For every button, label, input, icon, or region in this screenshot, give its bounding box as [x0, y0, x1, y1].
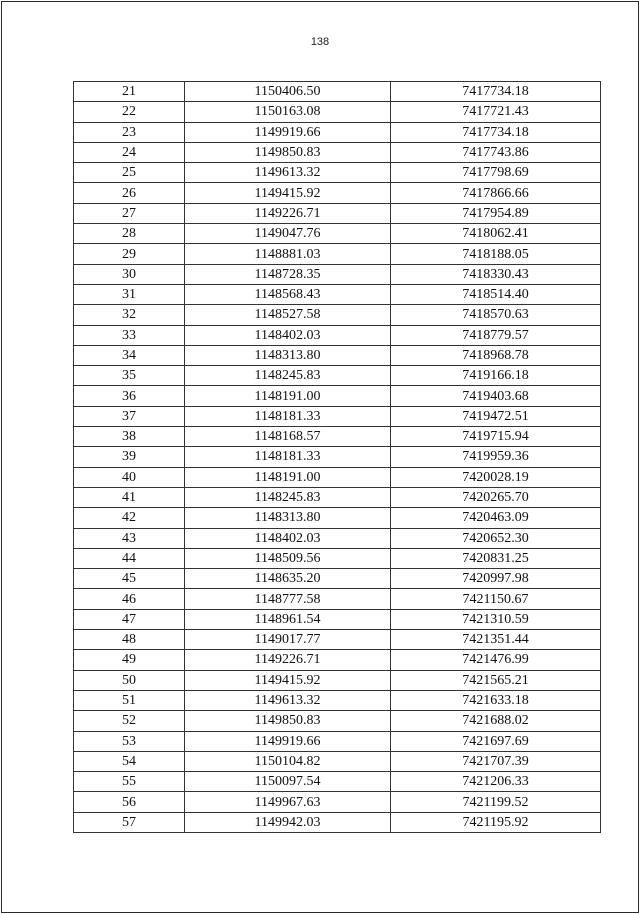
coordinates-table-body: [74, 82, 601, 833]
table-row: [74, 650, 601, 670]
x-coordinate-cell: 1149850.83: [185, 711, 391, 731]
page-number: 138: [310, 36, 330, 48]
table-row: [74, 630, 601, 650]
y-coordinate-cell: 7417743.86: [391, 142, 601, 162]
table-row: [74, 386, 601, 406]
x-coordinate-cell: 1149017.77: [185, 630, 391, 650]
x-coordinate-cell: 1150163.08: [185, 102, 391, 122]
table-row: [74, 548, 601, 568]
point-number-cell: 26: [74, 183, 185, 203]
point-number-cell: 21: [74, 82, 185, 102]
x-coordinate-cell: 1148181.33: [185, 447, 391, 467]
y-coordinate-cell: 7418062.41: [391, 224, 601, 244]
x-coordinate-cell: 1150406.50: [185, 82, 391, 102]
table-row: [74, 224, 601, 244]
table-row: [74, 690, 601, 710]
x-coordinate-cell: 1149047.76: [185, 224, 391, 244]
table-row: [74, 427, 601, 447]
x-coordinate-cell: 1148527.58: [185, 305, 391, 325]
point-number-cell: 40: [74, 467, 185, 487]
point-number-cell: 23: [74, 122, 185, 142]
y-coordinate-cell: 7419472.51: [391, 406, 601, 426]
x-coordinate-cell: 1148191.00: [185, 386, 391, 406]
point-number-cell: 42: [74, 508, 185, 528]
x-coordinate-cell: 1148402.03: [185, 528, 391, 548]
y-coordinate-cell: 7420265.70: [391, 487, 601, 507]
point-number-cell: 50: [74, 670, 185, 690]
table-row: [74, 203, 601, 223]
point-number-cell: 52: [74, 711, 185, 731]
table-row: [74, 772, 601, 792]
x-coordinate-cell: 1149850.83: [185, 142, 391, 162]
y-coordinate-cell: 7418330.43: [391, 264, 601, 284]
x-coordinate-cell: 1149415.92: [185, 183, 391, 203]
point-number-cell: 47: [74, 609, 185, 629]
y-coordinate-cell: 7418570.63: [391, 305, 601, 325]
x-coordinate-cell: 1148402.03: [185, 325, 391, 345]
point-number-cell: 35: [74, 366, 185, 386]
y-coordinate-cell: 7418968.78: [391, 345, 601, 365]
point-number-cell: 38: [74, 427, 185, 447]
x-coordinate-cell: 1148245.83: [185, 366, 391, 386]
table-row: [74, 792, 601, 812]
point-number-cell: 45: [74, 569, 185, 589]
point-number-cell: 33: [74, 325, 185, 345]
table-row: [74, 163, 601, 183]
x-coordinate-cell: 1148568.43: [185, 284, 391, 304]
x-coordinate-cell: 1148181.33: [185, 406, 391, 426]
y-coordinate-cell: 7417734.18: [391, 122, 601, 142]
table-row: [74, 122, 601, 142]
x-coordinate-cell: 1148509.56: [185, 548, 391, 568]
point-number-cell: 41: [74, 487, 185, 507]
x-coordinate-cell: 1148635.20: [185, 569, 391, 589]
table-row: [74, 711, 601, 731]
table-row: [74, 325, 601, 345]
point-number-cell: 44: [74, 548, 185, 568]
y-coordinate-cell: 7420652.30: [391, 528, 601, 548]
y-coordinate-cell: 7418514.40: [391, 284, 601, 304]
x-coordinate-cell: 1148313.80: [185, 508, 391, 528]
y-coordinate-cell: 7420831.25: [391, 548, 601, 568]
y-coordinate-cell: 7417866.66: [391, 183, 601, 203]
point-number-cell: 25: [74, 163, 185, 183]
point-number-cell: 27: [74, 203, 185, 223]
table-row: [74, 142, 601, 162]
y-coordinate-cell: 7417954.89: [391, 203, 601, 223]
x-coordinate-cell: 1150097.54: [185, 772, 391, 792]
coordinates-table: [73, 81, 601, 833]
table-row: [74, 244, 601, 264]
y-coordinate-cell: 7421310.59: [391, 609, 601, 629]
table-row: [74, 508, 601, 528]
y-coordinate-cell: 7421199.52: [391, 792, 601, 812]
point-number-cell: 43: [74, 528, 185, 548]
x-coordinate-cell: 1148728.35: [185, 264, 391, 284]
y-coordinate-cell: 7421633.18: [391, 690, 601, 710]
point-number-cell: 51: [74, 690, 185, 710]
point-number-cell: 55: [74, 772, 185, 792]
table-row: [74, 284, 601, 304]
x-coordinate-cell: 1148777.58: [185, 589, 391, 609]
y-coordinate-cell: 7421195.92: [391, 812, 601, 832]
x-coordinate-cell: 1148961.54: [185, 609, 391, 629]
y-coordinate-cell: 7421476.99: [391, 650, 601, 670]
x-coordinate-cell: 1149226.71: [185, 203, 391, 223]
x-coordinate-cell: 1149919.66: [185, 122, 391, 142]
x-coordinate-cell: 1148245.83: [185, 487, 391, 507]
point-number-cell: 29: [74, 244, 185, 264]
y-coordinate-cell: 7419403.68: [391, 386, 601, 406]
x-coordinate-cell: 1148313.80: [185, 345, 391, 365]
x-coordinate-cell: 1149942.03: [185, 812, 391, 832]
y-coordinate-cell: 7420463.09: [391, 508, 601, 528]
point-number-cell: 34: [74, 345, 185, 365]
y-coordinate-cell: 7419166.18: [391, 366, 601, 386]
y-coordinate-cell: 7420997.98: [391, 569, 601, 589]
table-row: [74, 670, 601, 690]
point-number-cell: 49: [74, 650, 185, 670]
point-number-cell: 56: [74, 792, 185, 812]
point-number-cell: 53: [74, 731, 185, 751]
y-coordinate-cell: 7417721.43: [391, 102, 601, 122]
x-coordinate-cell: 1149613.32: [185, 163, 391, 183]
table-row: [74, 467, 601, 487]
y-coordinate-cell: 7421351.44: [391, 630, 601, 650]
x-coordinate-cell: 1150104.82: [185, 751, 391, 771]
table-row: [74, 406, 601, 426]
table-row: [74, 82, 601, 102]
point-number-cell: 28: [74, 224, 185, 244]
y-coordinate-cell: 7421707.39: [391, 751, 601, 771]
table-row: [74, 589, 601, 609]
table-row: [74, 447, 601, 467]
point-number-cell: 46: [74, 589, 185, 609]
point-number-cell: 57: [74, 812, 185, 832]
y-coordinate-cell: 7421565.21: [391, 670, 601, 690]
y-coordinate-cell: 7417798.69: [391, 163, 601, 183]
table-row: [74, 345, 601, 365]
table-row: [74, 305, 601, 325]
y-coordinate-cell: 7421688.02: [391, 711, 601, 731]
x-coordinate-cell: 1149919.66: [185, 731, 391, 751]
x-coordinate-cell: 1149967.63: [185, 792, 391, 812]
y-coordinate-cell: 7421697.69: [391, 731, 601, 751]
point-number-cell: 36: [74, 386, 185, 406]
x-coordinate-cell: 1149415.92: [185, 670, 391, 690]
x-coordinate-cell: 1148881.03: [185, 244, 391, 264]
y-coordinate-cell: 7419715.94: [391, 427, 601, 447]
x-coordinate-cell: 1149613.32: [185, 690, 391, 710]
table-row: [74, 812, 601, 832]
point-number-cell: 37: [74, 406, 185, 426]
table-row: [74, 751, 601, 771]
point-number-cell: 39: [74, 447, 185, 467]
point-number-cell: 22: [74, 102, 185, 122]
table-row: [74, 264, 601, 284]
x-coordinate-cell: 1149226.71: [185, 650, 391, 670]
y-coordinate-cell: 7421206.33: [391, 772, 601, 792]
table-row: [74, 366, 601, 386]
table-row: [74, 487, 601, 507]
x-coordinate-cell: 1148191.00: [185, 467, 391, 487]
y-coordinate-cell: 7417734.18: [391, 82, 601, 102]
x-coordinate-cell: 1148168.57: [185, 427, 391, 447]
table-row: [74, 731, 601, 751]
y-coordinate-cell: 7419959.36: [391, 447, 601, 467]
table-row: [74, 528, 601, 548]
point-number-cell: 24: [74, 142, 185, 162]
point-number-cell: 54: [74, 751, 185, 771]
y-coordinate-cell: 7421150.67: [391, 589, 601, 609]
point-number-cell: 32: [74, 305, 185, 325]
y-coordinate-cell: 7418188.05: [391, 244, 601, 264]
point-number-cell: 48: [74, 630, 185, 650]
y-coordinate-cell: 7418779.57: [391, 325, 601, 345]
table-row: [74, 183, 601, 203]
table-row: [74, 102, 601, 122]
point-number-cell: 30: [74, 264, 185, 284]
point-number-cell: 31: [74, 284, 185, 304]
y-coordinate-cell: 7420028.19: [391, 467, 601, 487]
table-row: [74, 569, 601, 589]
table-row: [74, 609, 601, 629]
